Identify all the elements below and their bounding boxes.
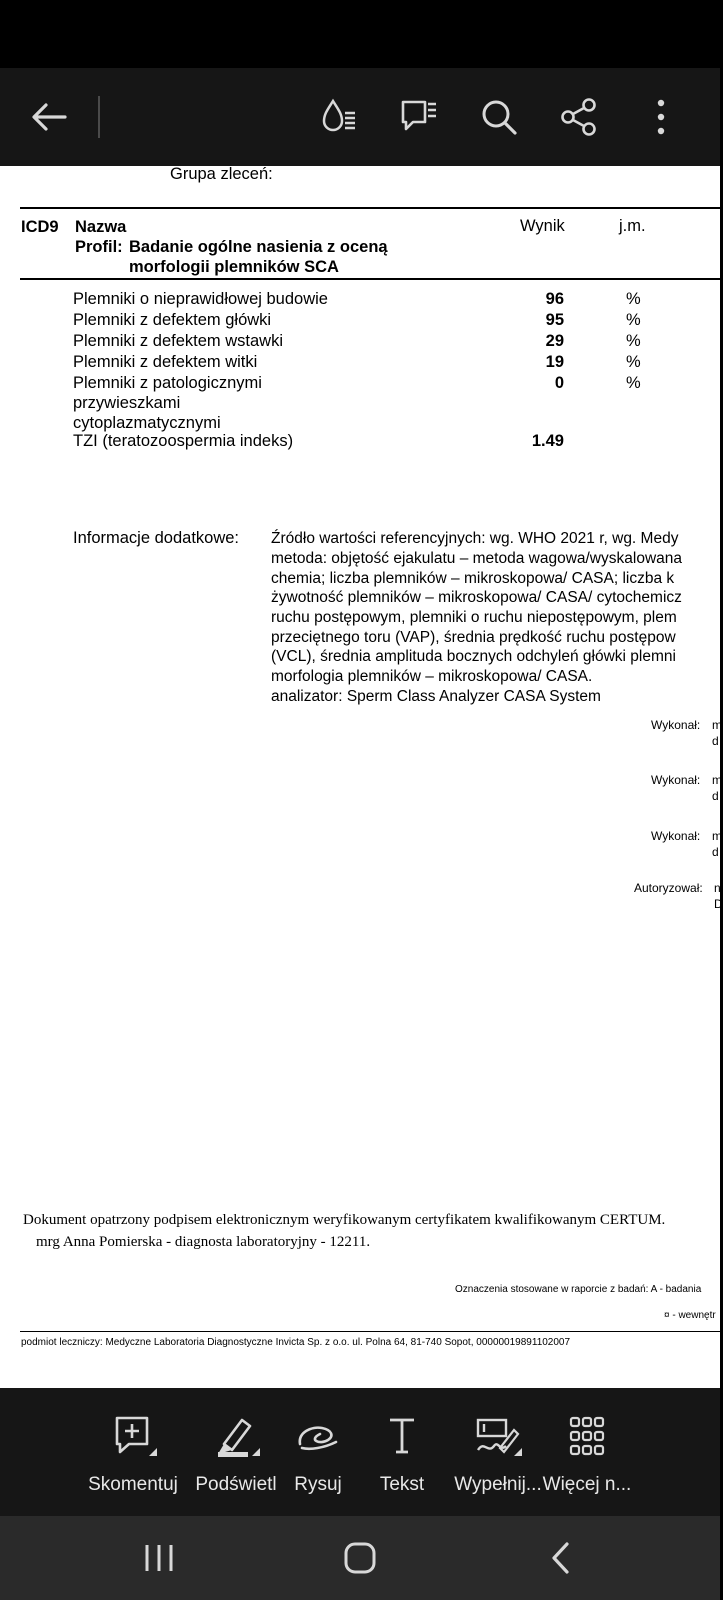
info-text-line: żywotność plemników – mikroskopowa/ CASA/ cytochemicz (271, 589, 682, 606)
tool-draw[interactable] (284, 1414, 352, 1496)
back-arrow-icon[interactable] (24, 92, 74, 142)
result-row-unit: % (626, 290, 641, 308)
recent-apps-icon[interactable] (129, 1536, 189, 1580)
result-row-name: Plemniki z patologicznymi (73, 374, 262, 392)
text-icon (374, 1414, 430, 1460)
result-row-name: Plemniki z defektem wstawki (73, 332, 283, 350)
legend-line: ¤ - wewnętr (664, 1310, 716, 1321)
tool-label: Podświetl (195, 1474, 277, 1495)
tool-comment[interactable] (78, 1414, 188, 1496)
authorized-by-title: D (714, 897, 723, 911)
result-row-name: Plemniki z defektem główki (73, 311, 272, 329)
result-row-name: Plemniki o nieprawidłowej budowie (73, 290, 328, 308)
legend-line: Oznaczenia stosowane w raporcie z badań: A - badania (455, 1284, 702, 1295)
comments-list-icon[interactable] (394, 92, 444, 142)
header-unit: j.m. (619, 217, 646, 235)
header-icd9: ICD9 (21, 218, 59, 236)
highlighter-icon (208, 1414, 264, 1460)
performed-by-label: Wykonał: (651, 773, 701, 787)
info-text-line: metoda: objętość ejakulatu – metoda wagowa/wyskalowana (271, 550, 682, 567)
fill-sign-icon (470, 1414, 526, 1460)
e-signature-note: Dokument opatrzony podpisem elektronicznym weryfikowanym certyfikatem kwalifikowanym CERTUM. (23, 1212, 666, 1228)
result-row-value: 1.49 (531, 432, 564, 450)
performed-by-name: m (712, 718, 722, 732)
top-toolbar (0, 68, 720, 166)
system-nav-bar (0, 1516, 720, 1600)
result-row-name: przywieszkami (73, 394, 181, 412)
profile-title-line2: morfologii plemników SCA (129, 258, 339, 276)
home-icon[interactable] (330, 1536, 390, 1580)
performed-by-label: Wykonał: (651, 829, 701, 843)
footer-rule (20, 1331, 720, 1332)
result-row-value: 19 (545, 353, 564, 371)
result-row-value: 0 (554, 374, 564, 392)
tool-label: Rysuj (294, 1474, 342, 1495)
info-text-line: (VCL), średnia amplituda bocznych odchyleń główki plemni (271, 648, 676, 665)
authorized-by-name: n (714, 881, 721, 895)
info-text-line: ruchu postępowym, plemniki o ruchu niepostępowym, plem (271, 609, 677, 626)
header-top-rule (20, 207, 720, 209)
info-text-line: chemia; liczba plemników – mikroskopowa/ CASA; liczba k (271, 570, 675, 587)
result-row-name: Plemniki z defektem witki (73, 353, 258, 371)
info-text-line: przeciętnego toru (VAP), średnia prędkość ruchu postępow (271, 629, 676, 646)
info-text-line: morfologia plemników – mikroskopowa/ CASA. (271, 668, 593, 685)
profile-prefix: Profil: (75, 238, 123, 256)
result-row-value: 96 (545, 290, 564, 308)
result-row-value: 29 (545, 332, 564, 350)
result-row-unit: % (626, 311, 641, 329)
info-text-line: analizator: Sperm Class Analyzer CASA System (271, 688, 601, 705)
tool-label: Wypełnij... (454, 1474, 542, 1495)
result-row-name: TZI (teratozoospermia indeks) (73, 432, 294, 450)
authorized-by-label: Autoryzował: (634, 881, 703, 895)
group-label: Grupa zleceń: (170, 165, 273, 183)
draw-icon (290, 1414, 346, 1460)
footer-entity: podmiot leczniczy: Medyczne Laboratoria Diagnostyczne Invicta Sp. z o.o. ul. Polna 64, 81-740 Sopot, 00000019891102007 (21, 1337, 571, 1348)
performed-by-title: d (712, 789, 719, 803)
status-bar (0, 0, 720, 68)
tool-text[interactable] (370, 1414, 434, 1496)
result-row-value: 95 (545, 311, 564, 329)
performed-by-label: Wykonał: (651, 718, 701, 732)
tool-label: Więcej n... (542, 1474, 632, 1495)
tool-label: Tekst (379, 1474, 425, 1495)
result-row-unit: % (626, 353, 641, 371)
performed-by-title: d (712, 734, 719, 748)
tool-more[interactable] (537, 1414, 637, 1496)
more-vertical-icon[interactable] (636, 92, 686, 142)
bottom-toolbar (0, 1388, 720, 1516)
tool-highlight[interactable] (186, 1414, 286, 1496)
header-name: Nazwa (75, 218, 127, 236)
info-label: Informacje dodatkowe: (73, 529, 240, 547)
header-bottom-rule (20, 278, 720, 280)
e-signature-signer: mrg Anna Pomierska - diagnosta laboratoryjny - 12211. (36, 1234, 371, 1250)
result-row-name: cytoplazmatycznymi (73, 414, 221, 432)
more-grid-icon (559, 1414, 615, 1460)
toolbar-divider (98, 96, 100, 138)
performed-by-name: m (712, 829, 722, 843)
search-icon[interactable] (474, 92, 524, 142)
header-result: Wynik (520, 217, 565, 235)
document-page[interactable] (0, 165, 723, 1388)
share-icon[interactable] (554, 92, 604, 142)
add-comment-icon (105, 1414, 161, 1460)
result-row-unit: % (626, 374, 641, 392)
read-aloud-icon[interactable] (314, 92, 364, 142)
result-row-unit: % (626, 332, 641, 350)
performed-by-name: m (712, 773, 722, 787)
info-text-line: Źródło wartości referencyjnych: wg. WHO 2021 r, wg. Medy (271, 530, 679, 547)
tool-label: Skomentuj (88, 1474, 178, 1495)
profile-title-line1: Badanie ogólne nasienia z oceną (129, 238, 388, 256)
performed-by-title: d (712, 845, 719, 859)
back-icon[interactable] (531, 1536, 591, 1580)
